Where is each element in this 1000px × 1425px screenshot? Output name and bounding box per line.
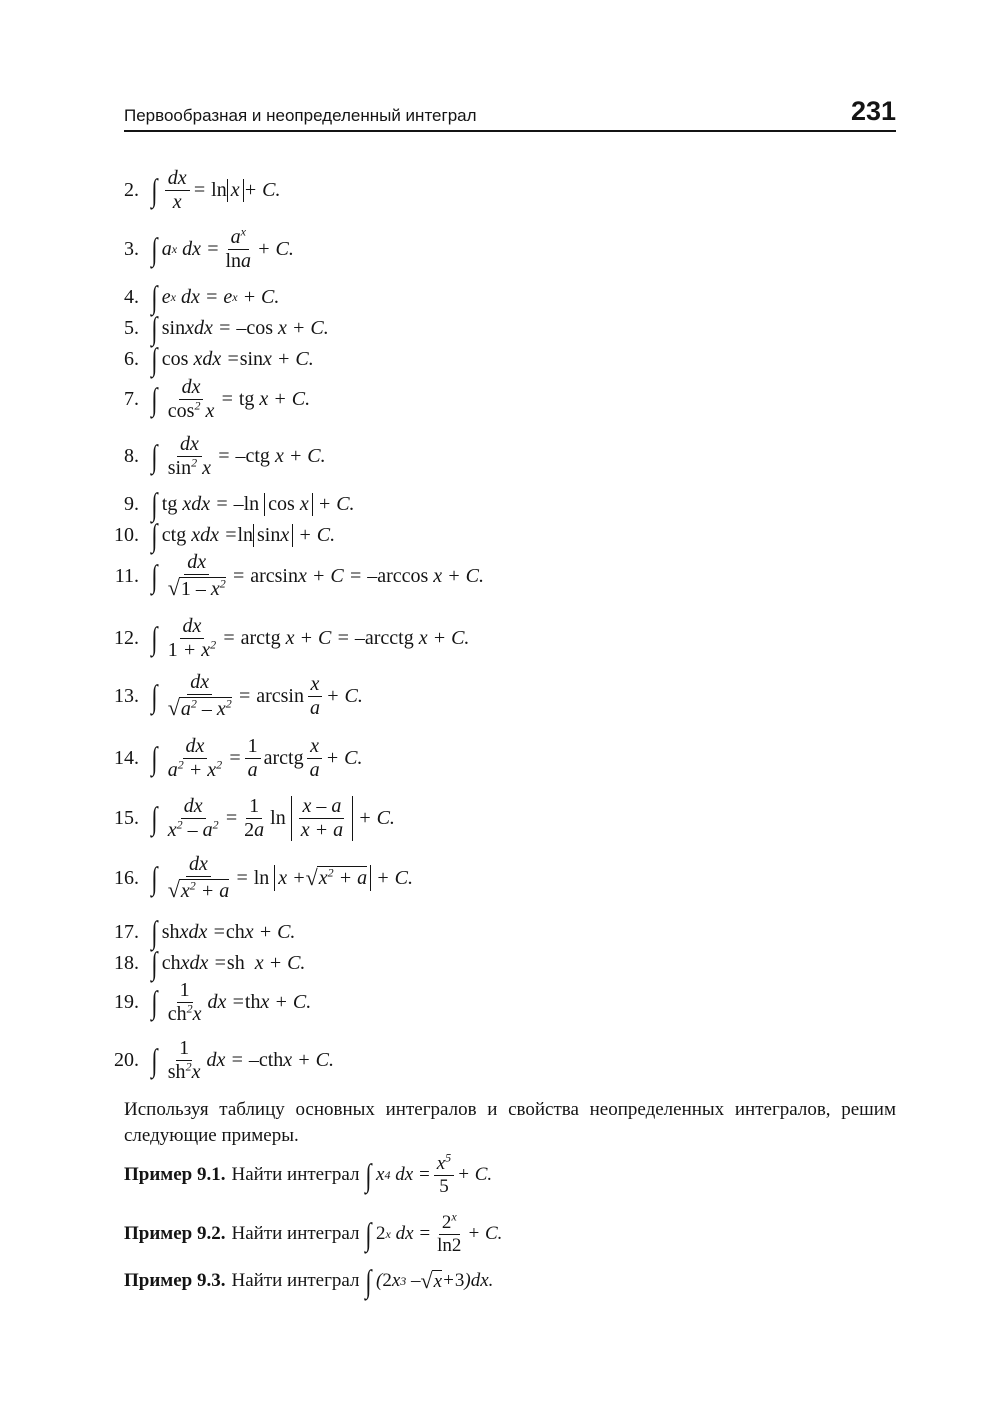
formula-number: 9. [124,492,139,515]
formula-number: 20. [114,1048,139,1071]
formula: ∫ x 4 dx = $\frac{x^5}{5}$ + C. [365,1150,493,1197]
formula-number: 11. [114,564,139,587]
formula-number: 7. [124,387,139,410]
page-number: 231 [850,96,896,126]
formula-number: 19. [114,990,139,1013]
formula: ∫ $\frac{dx}{x}$ = ln x + C. [151,166,281,213]
formula-number: 3. [124,237,139,260]
formula-number: 5. [124,316,139,339]
formula: ∫ e x dx = e x + C. [151,279,280,315]
formula-number: 14. [114,746,139,769]
formula: ∫ a x dx = $\frac{a^x}{\ln a}$ + C. [151,223,294,272]
formula-row [0,310,1000,346]
formula-number: 18. [114,951,139,974]
example-text: Найти интеграл [231,1270,360,1291]
formula-number: 4. [124,285,139,308]
formula-row [0,279,1000,315]
example-label: Пример 9.2. [124,1223,226,1244]
example-text: Найти интеграл [231,1164,360,1185]
formula: ∫ tg xdx = – ln cos x + C. [151,486,355,522]
formula: ∫ $\frac{1}{ch^2x}$ dx = th x + C. [151,978,312,1025]
formula-row [0,914,1000,950]
formula-row [0,432,1000,480]
formula-row [0,517,1000,553]
body-paragraph: Используя таблицу основных интегралов и свойства неопределенных интегралов, решим следующие примеры. [124,1099,896,1146]
formula-number: 15. [114,806,139,829]
formula-number: 17. [114,920,139,943]
formula-row [0,168,1000,212]
formula: ∫ $\frac{dx}{√a^2 - x^2}$ = arcsin $\frac{x}{a}$ + C. [151,671,363,720]
formula: ∫ 2 x dx = $\frac{2^x}{\ln 2}$ + C. [365,1209,503,1256]
formula-row [0,375,1000,423]
example-text: Найти интеграл [231,1223,360,1244]
formula-number: 16. [114,866,139,889]
formula: ∫ cos xdx = sin x + C. [151,341,314,377]
formula-row [0,341,1000,377]
formula-row [0,792,1000,844]
running-header [124,96,896,132]
formula: ∫ $\frac{dx}{a^2 + x^2}$ = $\frac{1}{a}$ arctg $\frac{x}{a}$ + C. [151,734,363,781]
formula: ∫ ( 2 x 3 – √ x + 3 )dx. [365,1263,494,1299]
formula-number: 10. [114,523,139,546]
formula-number: 8. [124,444,139,467]
formula: ∫ sh xdx = ch x + C. [151,914,296,950]
formula-row [0,614,1000,662]
formula-number: 13. [114,684,139,707]
formula: ∫ sin xdx = – cos x + C. [151,310,329,346]
formula: ∫ $\frac{dx}{√x^2 + a}$ = ln x + √ $x^2 + a$ + C. [151,853,413,902]
formula-row [0,734,1000,782]
formula-row [0,550,1000,602]
formula-number: 6. [124,347,139,370]
formula-row [0,670,1000,722]
formula: ∫ $\frac{dx}{\sin^2 x}$ = – ctg x + C. [151,432,326,479]
formula-number: 2. [124,178,139,201]
formula-row [0,852,1000,904]
example-9-3 [124,1263,494,1299]
formula: ∫ ctg xdx = ln sin x + C. [151,517,336,553]
formula-number: 12. [114,626,139,649]
example-9-1 [124,1150,492,1200]
example-label: Пример 9.1. [124,1164,226,1185]
example-9-2 [124,1209,502,1259]
header-title: Первообразная и неопределенный интеграл [124,106,477,125]
formula-row [0,978,1000,1026]
formula: ∫ $\frac{dx}{\cos^2 x}$ = tg x + C. [151,375,311,422]
formula: ∫ $\frac{dx}{1 + x^2}$ = arctg x + C = – arcctg x + C. [151,614,470,661]
formula-row [0,224,1000,274]
formula-row [0,486,1000,522]
formula: ∫ $\frac{dx}{x^2 - a^2}$ = $\frac{1}{2a}$ ln $\frac{x - a}{x + a}$ + C. [151,794,395,841]
formula: ∫ ch xdx = sh x + C. [151,945,306,981]
example-label: Пример 9.3. [124,1270,226,1291]
formula-row [0,1036,1000,1084]
formula: ∫ $\frac{dx}{√1 - x^2}$ = arcsin x + C = – arccos x + C. [151,551,485,600]
formula-row [0,945,1000,981]
formula: ∫ $\frac{1}{sh^2x}$ dx = – cth x + C. [151,1036,334,1083]
